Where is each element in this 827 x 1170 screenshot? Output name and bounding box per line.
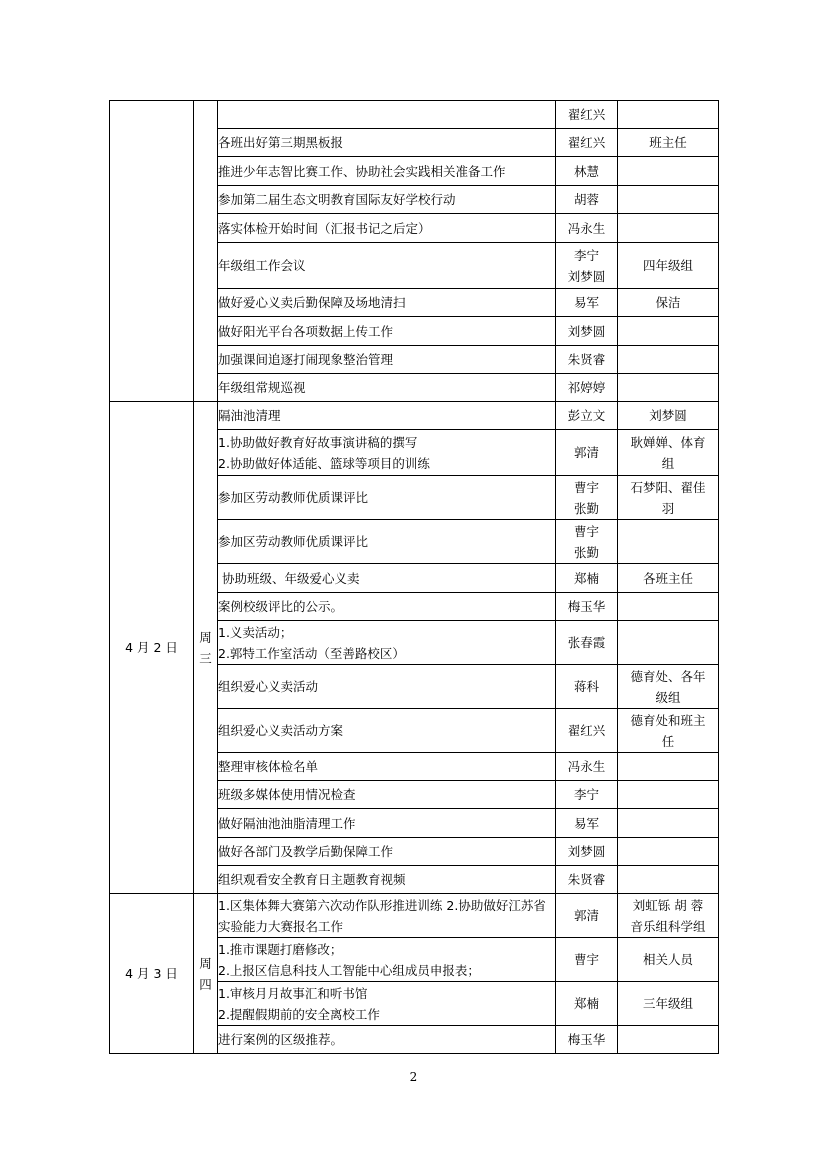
table-row (110, 894, 719, 938)
task-cell-text: 组织观看安全教育日主题教育视频 (218, 872, 406, 887)
task-cell (218, 593, 556, 621)
person-cell (556, 781, 618, 809)
task-cell-text: 协助班级、年级爱心义卖 (218, 570, 360, 586)
weekday-char: 三 (199, 650, 212, 666)
task-cell (218, 157, 556, 186)
person-cell-text: 翟红兴 (567, 723, 606, 738)
person-cell-text: 刘梦圆 (567, 323, 606, 339)
task-cell (218, 621, 556, 665)
weekday-cell (194, 402, 218, 894)
task-cell-text: 1.推市课题打磨修改； (218, 941, 343, 957)
task-cell (218, 564, 556, 593)
task-cell (218, 809, 556, 838)
table-row (110, 402, 719, 430)
assist-cell (618, 838, 719, 866)
person-cell-text: 曹宇 (573, 523, 599, 539)
assist-cell (618, 289, 719, 317)
task-cell-text: 1.协助做好教育好故事演讲稿的撰写 (218, 434, 418, 450)
task-cell-text: 推进少年志智比赛工作、协助社会实践相关准备工作 (218, 163, 506, 179)
weekday-cell (194, 101, 218, 402)
task-cell-text: 组织爱心义卖活动方案 (218, 723, 344, 738)
person-cell-text: 梅玉华 (567, 599, 606, 614)
task-cell-text: 做好隔油池油脂清理工作 (218, 815, 356, 831)
person-cell-text: 朱贤睿 (567, 872, 606, 887)
assist-cell (618, 476, 719, 520)
assist-cell-text: 耿婵婵、体育 (630, 434, 706, 450)
assist-cell (618, 374, 719, 402)
task-cell-text: 年级组工作会议 (218, 258, 306, 273)
assist-cell-text: 各班主任 (642, 570, 693, 586)
person-cell-text: 朱贤睿 (567, 352, 606, 367)
assist-cell-text: 相关人员 (642, 952, 693, 967)
task-cell-text: 1.义卖活动； (218, 624, 293, 640)
assist-cell (618, 214, 719, 243)
task-cell-text: 各班出好第三期黑板报 (218, 135, 344, 150)
weekday-char: 周 (199, 629, 212, 645)
assist-cell (618, 982, 719, 1026)
person-cell-text: 张勤 (573, 544, 599, 560)
assist-cell-text: 任 (661, 733, 675, 749)
assist-cell-text: 德育处和班主 (630, 712, 706, 728)
assist-cell-text: 刘梦圆 (649, 408, 687, 423)
person-cell-text: 冯永生 (567, 759, 606, 774)
person-cell (556, 938, 618, 982)
task-cell (218, 665, 556, 709)
date-cell: 4 月 3 日 (110, 894, 194, 1054)
assist-cell (618, 593, 719, 621)
task-cell (218, 866, 556, 894)
weekday-label (199, 627, 213, 669)
assist-cell (618, 621, 719, 665)
person-cell (556, 402, 618, 430)
person-cell (556, 753, 618, 781)
schedule-table-body (110, 101, 719, 1054)
task-cell (218, 214, 556, 243)
person-cell-text: 李宁 (573, 247, 599, 263)
assist-cell (618, 1026, 719, 1054)
task-cell-text: 参加区劳动教师优质课评比 (218, 490, 369, 505)
schedule-table (109, 100, 719, 1054)
person-cell-text: 曹宇 (573, 952, 599, 967)
person-cell (556, 289, 618, 317)
weekday-cell (194, 894, 218, 1054)
person-cell (556, 665, 618, 709)
task-cell (218, 243, 556, 289)
weekday-char: 周 (199, 955, 212, 971)
task-cell (218, 709, 556, 753)
person-cell-text: 冯永生 (567, 220, 606, 236)
assist-cell-text: 保洁 (655, 295, 681, 310)
weekday-label (199, 953, 213, 995)
person-cell (556, 374, 618, 402)
task-cell-text: 年级组常规巡视 (218, 380, 306, 395)
task-cell-text: 落实体检开始时间（汇报书记之后定） (218, 220, 431, 236)
task-cell (218, 1026, 556, 1054)
task-cell (218, 476, 556, 520)
assist-cell (618, 157, 719, 186)
task-cell (218, 753, 556, 781)
person-cell (556, 1026, 618, 1054)
person-cell-text: 易军 (573, 295, 599, 310)
task-cell-text: 组织爱心义卖活动 (218, 679, 319, 694)
task-cell-text: 2.提醒假期前的安全离校工作 (218, 1006, 380, 1022)
task-cell-text: 案例校级评比的公示。 (218, 599, 344, 614)
task-cell-text: 2.上报区信息科技人工智能中心组成员申报表； (218, 962, 480, 978)
assist-cell (618, 564, 719, 593)
person-cell (556, 214, 618, 243)
assist-cell-text: 德育处、各年 (630, 668, 706, 684)
task-cell-text: 2.郭特工作室活动（至善路校区） (218, 645, 405, 661)
assist-cell (618, 781, 719, 809)
person-cell-text: 郑楠 (573, 570, 599, 586)
assist-cell (618, 866, 719, 894)
task-cell-text: 做好爱心义卖后勤保障及场地清扫 (218, 295, 406, 310)
assist-cell (618, 101, 719, 129)
person-cell (556, 476, 618, 520)
table-row (110, 101, 719, 129)
page-number: 2 (409, 1070, 418, 1084)
person-cell (556, 101, 618, 129)
assist-cell (618, 520, 719, 564)
person-cell-text: 李宁 (573, 787, 599, 802)
task-cell (218, 838, 556, 866)
task-cell (218, 317, 556, 346)
assist-cell (618, 665, 719, 709)
assist-cell-text: 班主任 (649, 135, 687, 150)
person-cell-text: 林慧 (573, 163, 599, 179)
assist-cell-text: 四年级组 (642, 258, 693, 273)
person-cell-text: 曹宇 (573, 479, 599, 495)
task-cell (218, 374, 556, 402)
assist-cell-text: 组 (661, 455, 675, 471)
person-cell (556, 157, 618, 186)
task-cell-text: 班级多媒体使用情况检查 (218, 787, 356, 802)
person-cell (556, 430, 618, 476)
assist-cell-text: 石梦阳、翟佳 (630, 479, 706, 495)
person-cell (556, 346, 618, 374)
assist-cell (618, 753, 719, 781)
person-cell-text: 翟红兴 (567, 107, 606, 122)
person-cell-text: 梅玉华 (567, 1032, 606, 1047)
assist-cell (618, 709, 719, 753)
person-cell (556, 982, 618, 1026)
assist-cell (618, 243, 719, 289)
person-cell (556, 186, 618, 214)
person-cell-text: 郑楠 (573, 996, 599, 1011)
assist-cell-text: 级组 (655, 689, 681, 705)
task-cell (218, 781, 556, 809)
assist-cell-text: 刘虹铄 胡 蓉 (632, 897, 704, 913)
task-cell (218, 402, 556, 430)
task-cell-text: 1.审核月月故事汇和听书馆 (218, 985, 368, 1001)
task-cell-text: 参加区劳动教师优质课评比 (218, 534, 369, 549)
task-cell (218, 129, 556, 157)
person-cell (556, 593, 618, 621)
task-cell-text: 整理审核体检名单 (218, 759, 319, 774)
person-cell (556, 894, 618, 938)
assist-cell-text: 三年级组 (642, 996, 693, 1011)
assist-cell (618, 186, 719, 214)
person-cell (556, 564, 618, 593)
date-cell (110, 101, 194, 402)
task-cell-text: 实验能力大赛报名工作 (218, 918, 344, 934)
date-cell: 4 月 2 日 (110, 402, 194, 894)
task-cell (218, 938, 556, 982)
person-cell (556, 709, 618, 753)
task-cell-text: 进行案例的区级推荐。 (218, 1032, 344, 1047)
person-cell (556, 129, 618, 157)
task-cell-text: 做好阳光平台各项数据上传工作 (218, 323, 394, 339)
person-cell-text: 刘梦圆 (567, 844, 606, 859)
task-cell-text: 做好各部门及教学后勤保障工作 (218, 844, 394, 859)
person-cell-text: 胡蓉 (573, 192, 599, 207)
assist-cell-text: 音乐组科学组 (630, 918, 706, 934)
task-cell-text: 加强课间追逐打闹现象整治管理 (218, 352, 394, 367)
task-cell-text: 隔油池清理 (218, 408, 281, 423)
person-cell-text: 郭清 (573, 908, 599, 923)
assist-cell (618, 402, 719, 430)
task-cell (218, 430, 556, 476)
person-cell (556, 866, 618, 894)
person-cell-text: 蒋科 (573, 679, 599, 694)
task-cell (218, 186, 556, 214)
person-cell-text: 张春霞 (567, 635, 606, 650)
task-cell (218, 346, 556, 374)
assist-cell (618, 938, 719, 982)
weekday-char: 四 (199, 976, 212, 992)
person-cell-text: 彭立文 (567, 408, 606, 423)
person-cell (556, 838, 618, 866)
task-cell (218, 894, 556, 938)
person-cell (556, 317, 618, 346)
person-cell-text: 郭清 (573, 445, 599, 460)
assist-cell (618, 346, 719, 374)
task-cell-text: 1.区集体舞大赛第六次动作队形推进训练 2.协助做好江苏省 (218, 897, 546, 913)
assist-cell (618, 809, 719, 838)
person-cell (556, 520, 618, 564)
assist-cell (618, 317, 719, 346)
person-cell (556, 809, 618, 838)
assist-cell (618, 129, 719, 157)
assist-cell (618, 894, 719, 938)
person-cell (556, 243, 618, 289)
person-cell-text: 刘梦圆 (567, 268, 606, 284)
person-cell-text: 祁婷婷 (567, 380, 606, 395)
task-cell (218, 289, 556, 317)
person-cell-text: 翟红兴 (567, 135, 606, 150)
assist-cell (618, 430, 719, 476)
task-cell-text: 参加第二届生态文明教育国际友好学校行动 (218, 192, 456, 207)
task-cell (218, 520, 556, 564)
task-cell-text: 2.协助做好体适能、篮球等项目的训练 (218, 455, 430, 471)
person-cell (556, 621, 618, 665)
person-cell-text: 易军 (573, 815, 599, 831)
task-cell (218, 982, 556, 1026)
person-cell-text: 张勤 (573, 500, 599, 516)
task-cell (218, 101, 556, 129)
assist-cell-text: 羽 (661, 500, 675, 516)
